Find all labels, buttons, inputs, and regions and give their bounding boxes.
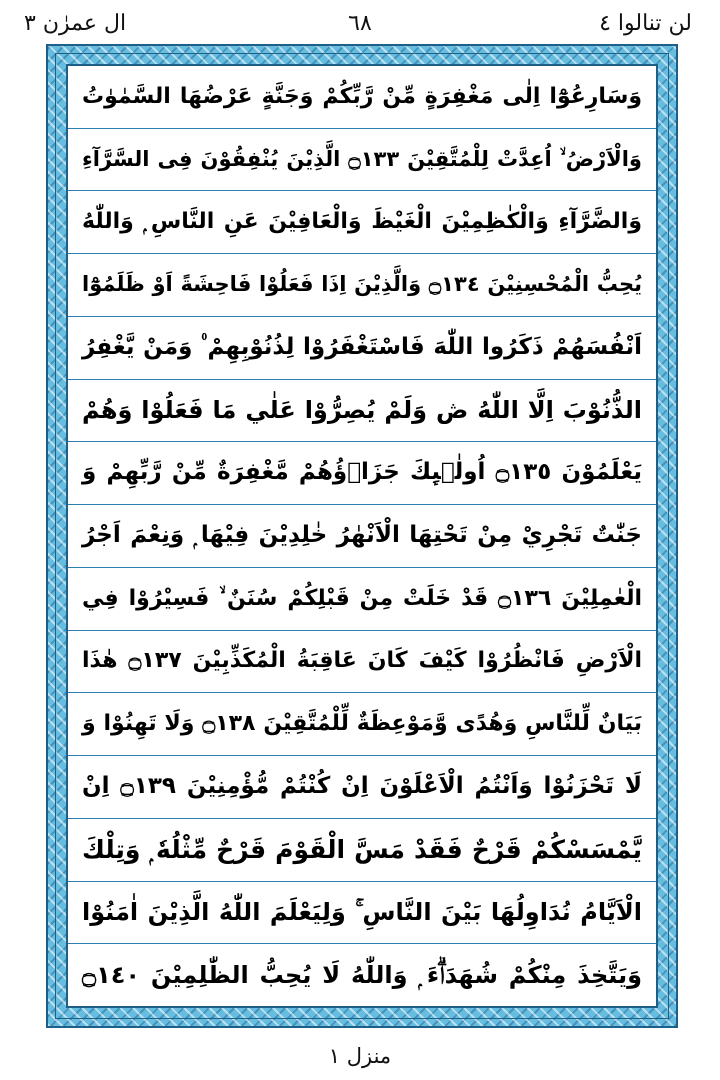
page-number: ٦٨ xyxy=(348,11,372,36)
verse-line xyxy=(68,191,656,254)
verse-line-text: جَنّٰتٌ تَجْرِيْ مِنْ تَحْتِهَا الْاَنْهٰرُ خٰلِدِيْنَ فِيْهَا ۭ وَنِعْمَ اَجْرُ xyxy=(82,522,642,549)
verse-line-text: وَالْاَرْضُ ۙ اُعِدَّتْ لِلْمُتَّقِيْنَ ۝١٣٣ الَّذِيْنَ يُنْفِقُوْنَ فِى السَّرَّآءِ xyxy=(82,147,642,171)
verse-line-text: وَسَارِعُوْٓا اِلٰى مَغْفِرَةٍ مِّنْ رَّبِّكُمْ وَجَنَّةٍ عَرْضُهَا السَّمٰوٰتُ xyxy=(82,83,642,109)
verse-line-text: اَنْفُسَھُمْ ذَكَرُوا اللّٰهَ فَاسْتَغْفَرُوْا لِذُنُوْبِهِمْ ۠ وَمَنْ يَّغْفِرُ xyxy=(82,334,642,360)
verse-line xyxy=(68,819,656,882)
verse-line xyxy=(68,693,656,756)
verse-line xyxy=(68,568,656,631)
verse-line-text: يَعْلَمُوْنَ ۝١٣٥ اُولٰۗىِٕكَ جَزَاۗؤُھُمْ مَّغْفِرَةٌ مِّنْ رَّبِّهِمْ وَ xyxy=(82,459,642,486)
surah-title: ال عمرٰن ٣ xyxy=(24,11,127,36)
verse-line-text: الْعٰمِلِيْنَ ۝١٣٦ قَدْ خَلَتْ مِنْ قَبْلِكُمْ سُنَنٌ ۙ فَسِيْرُوْا فِي xyxy=(82,585,643,611)
verse-line-text: بَيَانٌ لِّلنَّاسِ وَھُدًى وَّمَوْعِظَةٌ لِّلْمُتَّقِيْنَ ۝١٣٨ وَلَا تَهِنُوْا وَ xyxy=(82,711,643,737)
verse-line-text: وَالضَّرَّآءِ وَالْكٰظِمِيْنَ الْغَيْظَ وَالْعَافِيْنَ عَنِ النَّاسِ ۭ وَاللّٰهُ xyxy=(82,209,642,235)
verse-line xyxy=(68,317,656,380)
verse-text-panel xyxy=(66,64,658,1008)
decorative-border-frame xyxy=(46,44,678,1028)
verse-line xyxy=(68,254,656,317)
verse-line xyxy=(68,756,656,819)
verse-line-text: الذُّنُوْبَ اِلَّا اللّٰهُ ڞ وَلَمْ يُصِرُّوْا عَلٰي مَا فَعَلُوْا وَھُمْ xyxy=(82,396,642,425)
verse-line xyxy=(68,631,656,694)
manzil-footer: منزل ١ xyxy=(328,1044,392,1068)
verse-line-text: وَيَتَّخِذَ مِنْكُمْ شُهَدَاۗءَ ۭ وَاللّٰهُ لَا يُحِبُّ الظّٰلِمِيْنَ ۝١٤٠ xyxy=(82,960,642,989)
verse-line xyxy=(68,380,656,443)
verse-line-text: لَا تَحْزَنُوْا وَاَنْتُمُ الْاَعْلَوْنَ اِنْ كُنْتُمْ مُّؤْمِنِيْنَ ۝١٣٩ اِنْ xyxy=(82,773,642,800)
verse-line-text: الْاَرْضِ فَانْظُرُوْا كَيْفَ كَانَ عَاقِبَةُ الْمُكَذِّبِيْنَ ۝١٣٧ ھٰذَا xyxy=(82,648,642,674)
verse-line xyxy=(68,66,656,129)
verse-line-text: يُحِبُّ الْمُحْسِنِيْنَ ۝١٣٤ وَالَّذِيْنَ اِذَا فَعَلُوْا فَاحِشَةً اَوْ ظَلَمُوْٓا xyxy=(82,272,642,297)
verse-line xyxy=(68,442,656,505)
verse-line xyxy=(68,505,656,568)
verse-line xyxy=(68,944,656,1006)
verse-line-text: الْاَيَّامُ نُدَاوِلُهَا بَيْنَ النَّاسِ ۚ وَلِيَعْلَمَ اللّٰهُ الَّذِيْنَ اٰمَنُوْا xyxy=(82,898,642,927)
verse-line xyxy=(68,882,656,945)
verse-line xyxy=(68,129,656,192)
juz-title: لن تنالوا ٤ xyxy=(599,11,692,36)
verse-line-text: يَّمْسَسْكُمْ قَرْحٌ فَقَدْ مَسَّ الْقَوْمَ قَرْحٌ مِّثْلُهٗ ۭ وَتِلْكَ xyxy=(82,834,642,864)
